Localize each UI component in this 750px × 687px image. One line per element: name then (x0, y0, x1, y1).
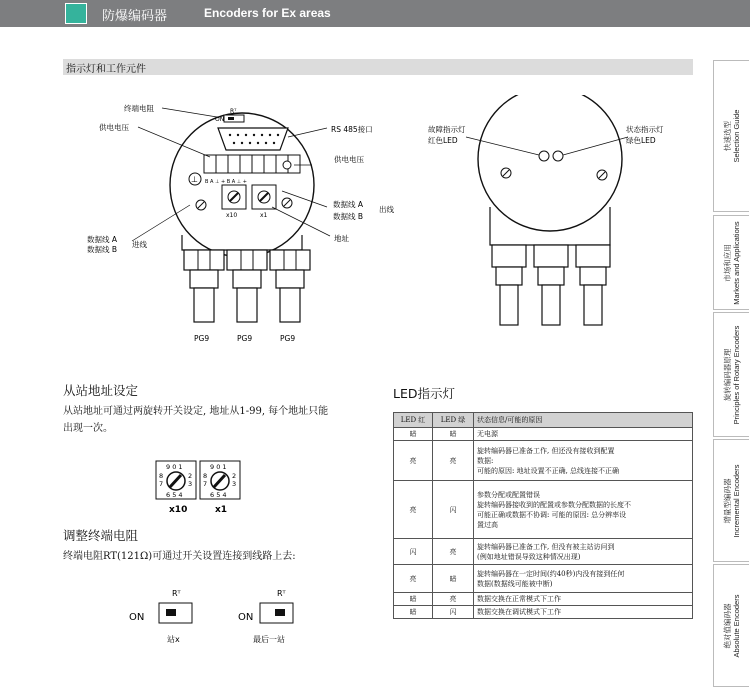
cell-status-text: 旋转编码器已准备工作, 但还没有接收到配置 数据: 可能的原因: 地址设置不正确, 总线连接不正确 (474, 441, 693, 481)
tab-label-cn: 绝对值编码器 (722, 603, 732, 648)
cell-status-text: 参数分配或配置错误 旋转编码器接收到的配置或参数分配数据的长度不 可能正确或数据不协调: 可能的原因: 总分辨率设 置过高 (474, 481, 693, 539)
cell-led-green: 暗 (433, 565, 474, 593)
label-rs485: RS 485接口 (331, 125, 373, 134)
cell-status-text: 旋转编码器已准备工作, 但没有被主站访问到 (例如地址错误导致这种情况出现) (474, 539, 693, 565)
table-row (394, 481, 693, 539)
col-status: 状态信息/可能的原因 (474, 413, 693, 428)
label-data-b: 数据线 B (333, 212, 364, 221)
cell-led-red: 暗 (394, 428, 433, 441)
label-fault-line1: 故障指示灯 (428, 125, 466, 134)
label-status-line1: 状态指示灯 (626, 125, 664, 134)
tab-label-cn: 快速选型 (722, 121, 732, 152)
rt-label-right: Rᵀ (277, 589, 286, 598)
table-row (394, 565, 693, 593)
table-row (394, 428, 693, 441)
slave-address-title: 从站地址设定 (63, 383, 139, 398)
slave-address-line1: 从站地址可通过两旋转开关设定, 地址从1-99, 每个地址只能 (63, 406, 329, 417)
table-row (394, 593, 693, 606)
cell-led-green: 闪 (433, 481, 474, 539)
svg-text:2: 2 (232, 472, 237, 480)
section-title: 指示灯和工作元件 (66, 64, 146, 75)
rt-on-left: ON (129, 612, 145, 623)
terminal-labels: B A ⊥ + B A ⊥ + (205, 179, 247, 185)
cell-led-red: 暗 (394, 593, 433, 606)
label-data-a: 数据线 A (333, 200, 364, 209)
status-led (553, 151, 563, 161)
label-supply-right: 供电电压 (334, 155, 364, 164)
tab-label-en: Selection Guide (731, 109, 741, 163)
rt-switch-settings (125, 585, 315, 647)
cell-led-red: 闪 (394, 539, 433, 565)
rt-switch-on-label: ON (215, 116, 225, 123)
table-row (394, 539, 693, 565)
led-table-header (394, 413, 693, 428)
cell-led-green: 亮 (433, 593, 474, 606)
cell-led-red: 亮 (394, 441, 433, 481)
page-header (0, 0, 750, 27)
header-title-cn: 防爆编码器 (102, 9, 168, 24)
svg-text:9 0 1: 9 0 1 (210, 463, 227, 471)
rotary-label-x1: x1 (215, 505, 228, 515)
rotary-switches (155, 460, 245, 516)
cell-status-text: 数据交换在正常模式下工作 (474, 593, 693, 606)
dial-label-x10: x10 (226, 212, 238, 219)
cell-led-red: 暗 (394, 606, 433, 619)
dial-label-x1: x1 (260, 212, 268, 219)
label-in-data-b: 数据线 B (87, 245, 118, 254)
tab-absolute-encoders[interactable] (713, 564, 749, 687)
svg-text:8: 8 (203, 472, 208, 480)
label-status-line2: 绿色LED (626, 136, 656, 145)
tab-label-cn: 市场和应用 (722, 243, 732, 282)
label-out: 出线 (379, 205, 394, 214)
tab-label-cn: 旋转编码器原理 (722, 348, 732, 401)
tab-label-en: Absolute Encoders (731, 594, 741, 657)
tab-label-cn: 增量型编码器 (722, 478, 732, 524)
slave-address-line2: 出现一次。 (63, 423, 113, 434)
tab-markets-applications[interactable] (713, 215, 749, 310)
cell-led-green: 暗 (433, 428, 474, 441)
pg9-label-1: PG9 (194, 334, 210, 343)
label-term-resistor: 终端电阻 (124, 104, 154, 113)
svg-text:7: 7 (159, 480, 164, 488)
rt-switch-rt-label: Rᵀ (230, 108, 237, 115)
cell-led-green: 亮 (433, 539, 474, 565)
led-table (393, 412, 693, 619)
tab-label-en: Principles of Rotary Encoders (731, 325, 741, 424)
col-led-red: LED 红 (394, 413, 433, 428)
encoder-housing-closed (478, 95, 622, 231)
label-in: 进线 (132, 240, 147, 249)
fault-led (539, 151, 549, 161)
label-in-data-a: 数据线 A (87, 235, 118, 244)
svg-text:3: 3 (232, 480, 237, 488)
tab-principles[interactable] (713, 312, 749, 437)
tab-label-en: Markets and Applications (731, 220, 741, 305)
cell-status-text: 无电源 (474, 428, 693, 441)
cell-status-text: 数据交换在调试模式下工作 (474, 606, 693, 619)
rt-label-left: Rᵀ (172, 589, 181, 598)
encoder-closed-diagram (420, 95, 690, 340)
terminal-resistor-title: 调整终端电阻 (63, 528, 139, 543)
label-fault-line2: 红色LED (428, 136, 458, 145)
rotary-label-x10: x10 (169, 505, 188, 515)
tab-incremental-encoders[interactable] (713, 439, 749, 562)
led-title: LED指示灯 (393, 386, 455, 401)
terminal-resistor-desc: 终端电阻RT(121Ω)可通过开关设置连接到线路上去: (63, 551, 296, 562)
cell-led-green: 亮 (433, 441, 474, 481)
cell-led-red: 亮 (394, 481, 433, 539)
cell-status-text: 旋转编码器在一定时间(约40秒)内没有接到任何 数据(数据线可能被中断) (474, 565, 693, 593)
encoder-open-diagram (82, 95, 422, 350)
tab-selection-guide[interactable] (713, 60, 749, 212)
cell-led-green: 闪 (433, 606, 474, 619)
rt-on-right: ON (238, 612, 254, 623)
svg-text:2: 2 (188, 472, 193, 480)
label-supply-left: 供电电压 (99, 123, 129, 132)
pg9-label-2: PG9 (237, 334, 253, 343)
svg-text:3: 3 (188, 480, 193, 488)
table-row (394, 441, 693, 481)
svg-text:7: 7 (203, 480, 208, 488)
rs485-connector (218, 128, 288, 150)
label-address: 地址 (334, 234, 349, 243)
svg-text:8: 8 (159, 472, 164, 480)
brand-square (65, 3, 87, 24)
table-row (394, 606, 693, 619)
svg-text:⊥: ⊥ (191, 175, 198, 184)
caption-station-x: 站x (167, 635, 180, 644)
side-tabs (713, 60, 750, 687)
header-title-en: Encoders for Ex areas (204, 6, 331, 20)
tab-label-en: Incremental Encoders (731, 464, 741, 537)
svg-text:6 5 4: 6 5 4 (166, 491, 183, 499)
cell-led-red: 亮 (394, 565, 433, 593)
col-led-green: LED 绿 (433, 413, 474, 428)
svg-text:6 5 4: 6 5 4 (210, 491, 227, 499)
section-bar (63, 59, 693, 75)
pg9-label-3: PG9 (280, 334, 296, 343)
svg-text:9 0 1: 9 0 1 (166, 463, 183, 471)
caption-last-station: 最后一站 (253, 635, 285, 644)
